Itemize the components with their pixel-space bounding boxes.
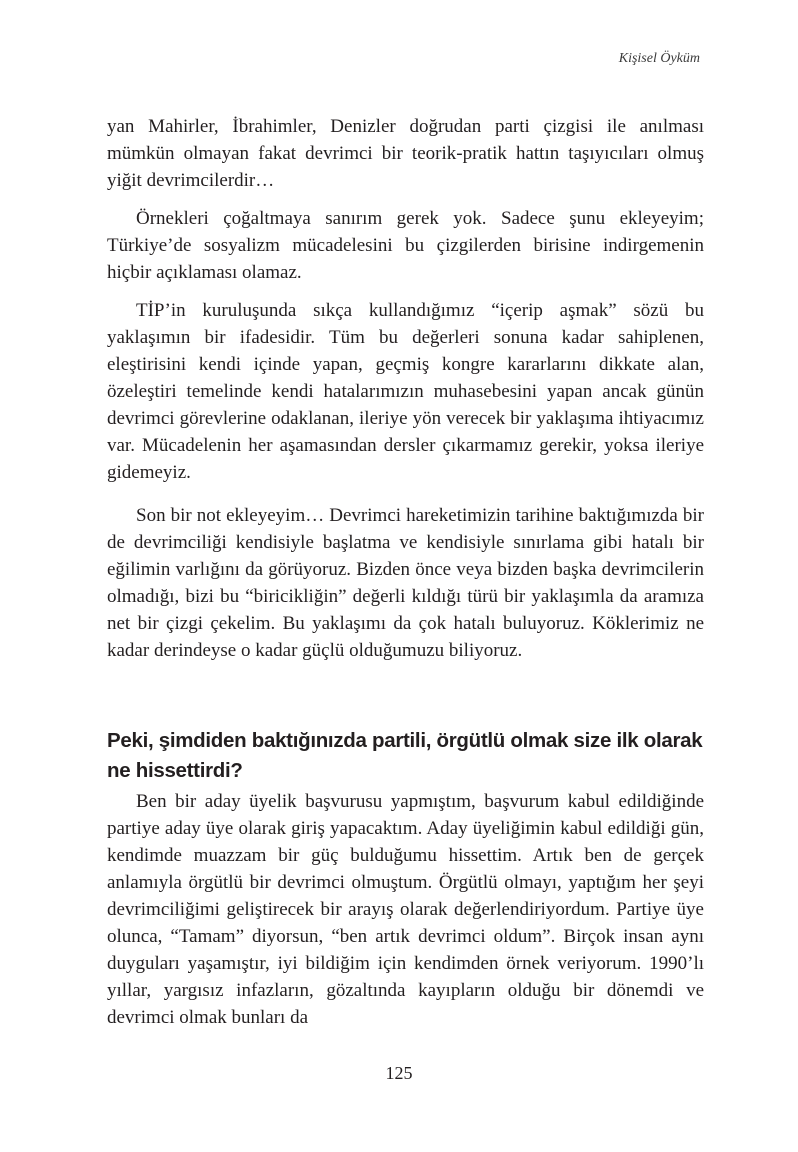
running-header: Kişisel Öyküm xyxy=(618,51,700,66)
section-heading: Peki, şimdiden baktığınızda partili, örgütlü olmak size ilk olarak ne hissettirdi? xyxy=(107,729,703,782)
body-paragraph-1: yan Mahirler, İbrahimler, Denizler doğrudan parti çizgisi ile anılması mümkün olmayan fakat devrimci bir teorik-pratik hattın taşıyıcıları olmuş yiğit devrimcilerdir… xyxy=(107,116,704,191)
body-paragraph-3: TİP’in kuruluşunda sıkça kullandığımız “içerip aşmak” sözü bu yaklaşımın bir ifadesidir. Tüm bu değerleri sonuna kadar sahiplenen, eleştirisini kendi içinde yapan, geçmiş kongre kararlarını dikkate alan, özeleştiri temelinde kendi hatalarımızın muhasebesini yapan ancak günün devrimci görevlerine odaklanan, ileriye yön verecek bir yaklaşıma ihtiyacımız var. Mücadelenin her aşamasından dersler çıkarmamız gerekir, yoksa ileriye gidemeyiz. xyxy=(107,300,704,483)
answer-paragraph: Ben bir aday üyelik başvurusu yapmıştım, başvurum kabul edildiğinde partiye aday üye olarak giriş yapacaktım. Aday üyeliğimin kabul edildiği gün, kendimde muazzam bir güç bulduğumu hissettim. Artık ben de gerçek anlamıyla örgütlü bir devrimci olmuştum. Örgütlü olmayı, yaptığım her şeyi devrimciliğimi geliştirecek bir arayış olarak değerlendiriyordum. Partiye üye olunca, “Tamam” diyorsun, “ben artık devrimci oldum”. Birçok insan aynı duyguları yaşamıştır, iyi bildiğim için kendimden örnek veriyorum. 1990’lı yıllar, yargısız infazların, gözaltında kayıpların olduğu bir dönemdi ve devrimci olmak bunları da xyxy=(107,791,704,1028)
page-number: 125 xyxy=(385,1063,413,1083)
body-paragraph-4: Son bir not ekleyeyim… Devrimci hareketimizin tarihine baktığımızda bir de devrimciliği kendisiyle başlatma ve kendisiyle sınırlama gibi hatalı bir eğilimin varlığını da görüyoruz. Bizden önce veya bizden başka devrimcilerin olmadığı, bizi bu “biricikliğin” değerli kıldığı türü bir yaklaşımla da aramıza net bir çizgi çekelim. Bu yaklaşımı da çok hatalı buluyoruz. Köklerimiz ne kadar derindeyse o kadar güçlü olduğumuzu biliyoruz. xyxy=(107,505,704,661)
body-paragraph-2: Örnekleri çoğaltmaya sanırım gerek yok. Sadece şunu ekleyeyim; Türkiye’de sosyalizm mücadelesini bu çizgilerden birisine indirgemenin hiçbir açıklaması olamaz. xyxy=(107,208,704,283)
